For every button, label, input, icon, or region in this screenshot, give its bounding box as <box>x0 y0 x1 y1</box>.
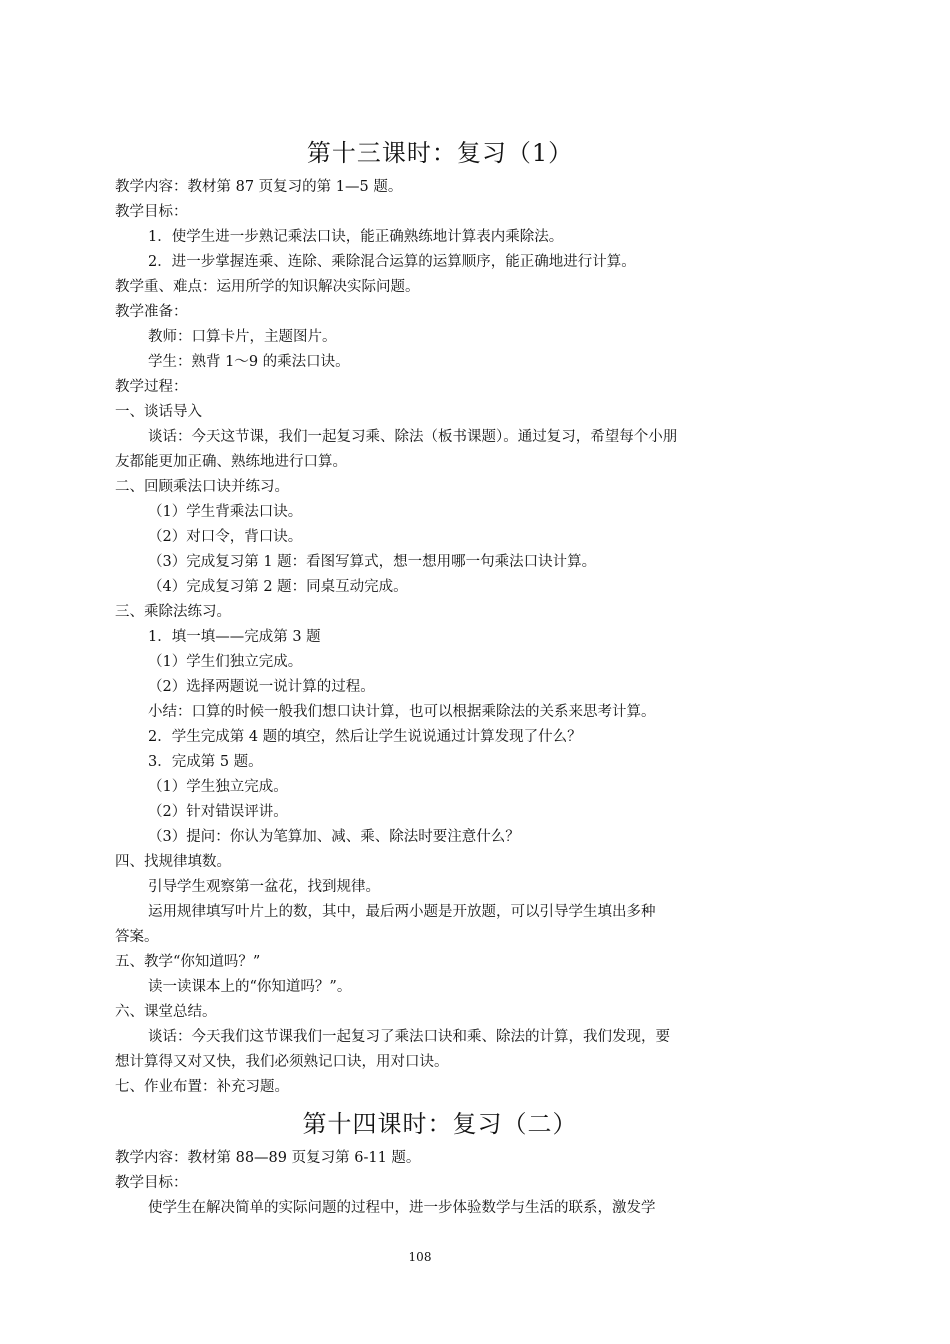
lesson13-item: 2．学生完成第 4 题的填空，然后让学生说说通过计算发现了什么？ <box>148 729 582 745</box>
lesson13-paragraph-cont: 想计算得又对又快，我们必须熟记口诀，用对口诀。 <box>115 1054 449 1070</box>
lesson13-goal-2: 2．进一步掌握连乘、连除、乘除混合运算的运算顺序，能正确地进行计算。 <box>148 254 636 270</box>
lesson13-summary: 小结：口算的时候一般我们想口诀计算，也可以根据乘除法的关系来思考计算。 <box>148 704 656 720</box>
lesson13-paragraph: 读一读课本上的“你知道吗？”。 <box>148 979 352 995</box>
lesson13-section-7: 七、作业布置：补充习题。 <box>115 1079 289 1095</box>
lesson14-goals-heading: 教学目标： <box>115 1175 188 1191</box>
lesson13-section-3: 三、乘除法练习。 <box>115 604 231 620</box>
lesson13-item: （3）提问：你认为笔算加、减、乘、除法时要注意什么？ <box>148 829 520 845</box>
lesson14-title: 第十四课时：复习（二） <box>302 1110 578 1138</box>
lesson13-goal-1: 1．使学生进一步熟记乘法口诀，能正确熟练地计算表内乘除法。 <box>148 229 564 245</box>
lesson13-paragraph-cont: 答案。 <box>115 929 159 945</box>
lesson13-item: （4）完成复习第 2 题：同桌互动完成。 <box>148 579 408 595</box>
lesson13-paragraph-cont: 友都能更加正确、熟练地进行口算。 <box>115 454 347 470</box>
lesson13-item: （1）学生独立完成。 <box>148 779 288 795</box>
lesson13-paragraph: 谈话：今天我们这节课我们一起复习了乘法口诀和乘、除法的计算，我们发现，要 <box>148 1029 670 1045</box>
lesson13-content: 教学内容：教材第 87 页复习的第 1—5 题。 <box>115 179 403 195</box>
lesson13-section-5: 五、教学“你知道吗？” <box>115 954 261 970</box>
lesson13-process-heading: 教学过程： <box>115 379 188 395</box>
lesson13-section-6: 六、课堂总结。 <box>115 1004 217 1020</box>
lesson13-item: （2）对口令，背口诀。 <box>148 529 303 545</box>
lesson13-paragraph: 谈话：今天这节课，我们一起复习乘、除法（板书课题）。通过复习，希望每个小朋 <box>148 429 678 445</box>
lesson13-prep-student: 学生：熟背 1～9 的乘法口诀。 <box>148 354 350 370</box>
lesson14-content: 教学内容：教材第 88—89 页复习第 6-11 题。 <box>115 1150 421 1166</box>
lesson13-item: 1．填一填——完成第 3 题 <box>148 629 321 645</box>
lesson13-prep-heading: 教学准备： <box>115 304 188 320</box>
lesson13-section-4: 四、找规律填数。 <box>115 854 231 870</box>
lesson13-focus: 教学重、难点：运用所学的知识解决实际问题。 <box>115 279 420 295</box>
lesson13-paragraph: 运用规律填写叶片上的数，其中，最后两小题是开放题，可以引导学生填出多种 <box>148 904 656 920</box>
lesson13-paragraph: 引导学生观察第一盆花，找到规律。 <box>148 879 380 895</box>
lesson13-prep-teacher: 教师：口算卡片，主题图片。 <box>148 329 337 345</box>
lesson13-section-2: 二、回顾乘法口诀并练习。 <box>115 479 289 495</box>
lesson13-item: 3．完成第 5 题。 <box>148 754 263 770</box>
page-number: 108 <box>408 1250 432 1264</box>
lesson13-section-1: 一、谈话导入 <box>115 404 202 420</box>
lesson13-goals-heading: 教学目标： <box>115 204 188 220</box>
lesson13-item: （1）学生背乘法口诀。 <box>148 504 303 520</box>
lesson13-item: （2）针对错误评讲。 <box>148 804 288 820</box>
lesson14-goal-text: 使学生在解决简单的实际问题的过程中，进一步体验数学与生活的联系，激发学 <box>148 1200 656 1216</box>
lesson13-item: （1）学生们独立完成。 <box>148 654 303 670</box>
lesson13-title: 第十三课时：复习（1） <box>306 139 574 167</box>
lesson13-item: （3）完成复习第 1 题：看图写算式，想一想用哪一句乘法口诀计算。 <box>148 554 597 570</box>
lesson13-item: （2）选择两题说一说计算的过程。 <box>148 679 375 695</box>
